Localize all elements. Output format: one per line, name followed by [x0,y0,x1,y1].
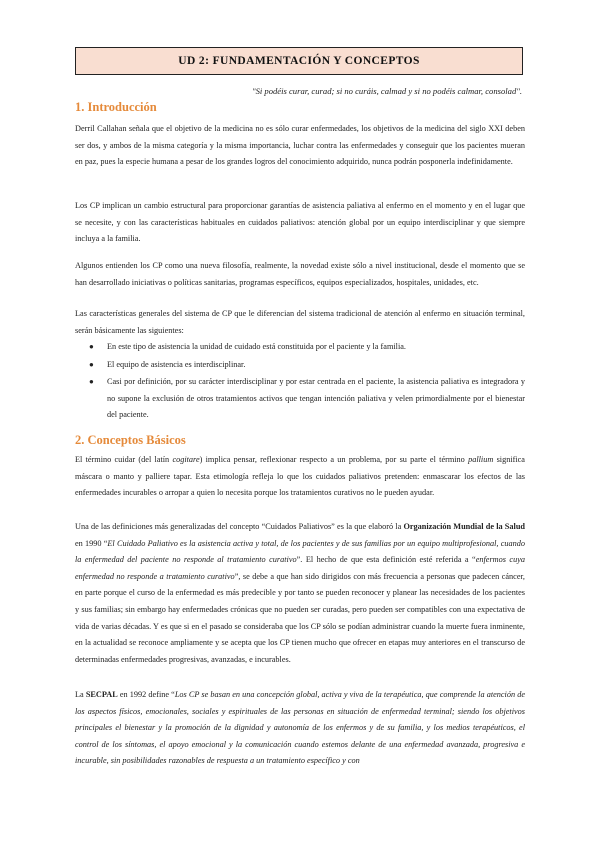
section-heading-introduccion: 1. Introducción [75,100,157,114]
epigraph-quote: "Si podéis curar, curad; si no curáis, calmad y si no podéis calmar, consolad". [251,86,522,96]
bullet-icon: ● [89,359,94,369]
list-item: ● En este tipo de asistencia la unidad de cuidado está constituida por el paciente y la familia. [75,339,525,356]
list-item: ● Casi por definición, por su carácter interdisciplinar y por estar centrada en el paciente, la asistencia paliativa es integradora y no supone la exclusión de otros tratamientos activos que tengan intención paliativa y velen primordialmente por el bienestar del paciente. [75,374,525,424]
paragraph-secpal: La SECPAL en 1992 define “Los CP se basan en una concepción global, activa y viva de la terapéutica, que comprende la atención de los aspectos físicos, emocionales, sociales y espirituales de las personas en situación de enfermedad terminal; siendo los objetivos principales el bienestar y la promoción de la dignidad y autonomía de los enfermos y de su familia, y los medios terapéuticos, el control de los síntomas, el apoyo emocional y la comunicación cuando estemos delante de una enfermedad avanzada, progresiva e incurable, sin posibilidades razonables de respuesta a un tratamiento específico y con [75,690,526,766]
section-heading-conceptos: 2. Conceptos Básicos [75,433,186,447]
list-item: ● El equipo de asistencia es interdisciplinar. [75,357,525,374]
paragraph-callahan: Derril Callahan señala que el objetivo de la medicina no es sólo curar enfermedades, los objetivos de la medicina del siglo XXI deben ser dos, y ambos de la misma categoría y la misma importancia, luchar contra las enfermedades y conseguir que los pacientes mueran en paz, pues la especie humana a pesar de los grandes logros del conocimiento adquirido, nunca podrán posponerla indefinidamente. [75,124,525,167]
page-title: UD 2: FUNDAMENTACIÓN Y CONCEPTOS [75,47,523,75]
bullet-icon: ● [89,377,94,387]
paragraph-etimologia: El término cuidar (del latín cogitare) implica pensar, reflexionar respecto a un problema, por su parte el término pallium significa máscara o manto y palliere tapar. Esta etimología refleja lo que los cuidados paliativos pretenden: enmascarar los efectos de las enfermedades incurables o arropar a quien lo necesita porque los tratamientos curativos no le pueden ayudar. [75,455,525,498]
bullet-icon: ● [89,342,94,351]
paragraph-definicion-oms: Una de las definiciones más generalizadas del concepto “Cuidados Paliativos” es la que elaboró la Organización Mundial de la Salud en 1990 “El Cuidado Paliativo es la asistencia activa y total, de los pacientes y de sus familias por un equipo multiprofesional, cuando la enfermedad del paciente no responde al tratamiento curativo”. El hecho de que esta definición esté referida a “enfermos cuya enfermedad no responde a tratamiento curativo”, se debe a que han sido dirigidos con más frecuencia a personas que padecen cáncer, en parte porque el curso de la enfermedad es más predecible y por tanto se pueden reconocer y planear las necesidades de los pacientes y sus familias; sin embargo hay enfermedades crónicas que no pueden ser curadas, pero pueden ser compatibles con una expectativa de vida de varias décadas. Y es que si en el pasado se consideraba que los CP sólo se podían administrar cuando la muerte fuera inminente, en la actualidad se reconoce ampliamente y se acepta que los CP tienen mucho que ofrecer en etapas muy anteriores en el transcurso de determinadas enfermedades progresivas, avanzadas, e incurables. [75,522,525,664]
paragraph-filosofia: Algunos entienden los CP como una nueva filosofía, realmente, la novedad existe sólo a nivel institucional, desde el momento que se han desarrollado iniciativas o políticas sanitarias, programas específicos, equipos especializados, hospitales, unidades, etc. [75,261,525,287]
characteristics-list [75,339,525,425]
paragraph-caracteristicas: Las características generales del sistema de CP que le diferencian del sistema tradicional de atención al enfermo en situación terminal, serán básicamente las siguientes: [75,309,525,335]
paragraph-cp-cambio: Los CP implican un cambio estructural para proporcionar garantías de asistencia paliativa al enfermo en el momento y en el lugar que se necesite, y con las características habituales en cuidados paliativos: atención global por un equipo interdisciplinar y que siempre incluya a la familia. [75,201,525,244]
